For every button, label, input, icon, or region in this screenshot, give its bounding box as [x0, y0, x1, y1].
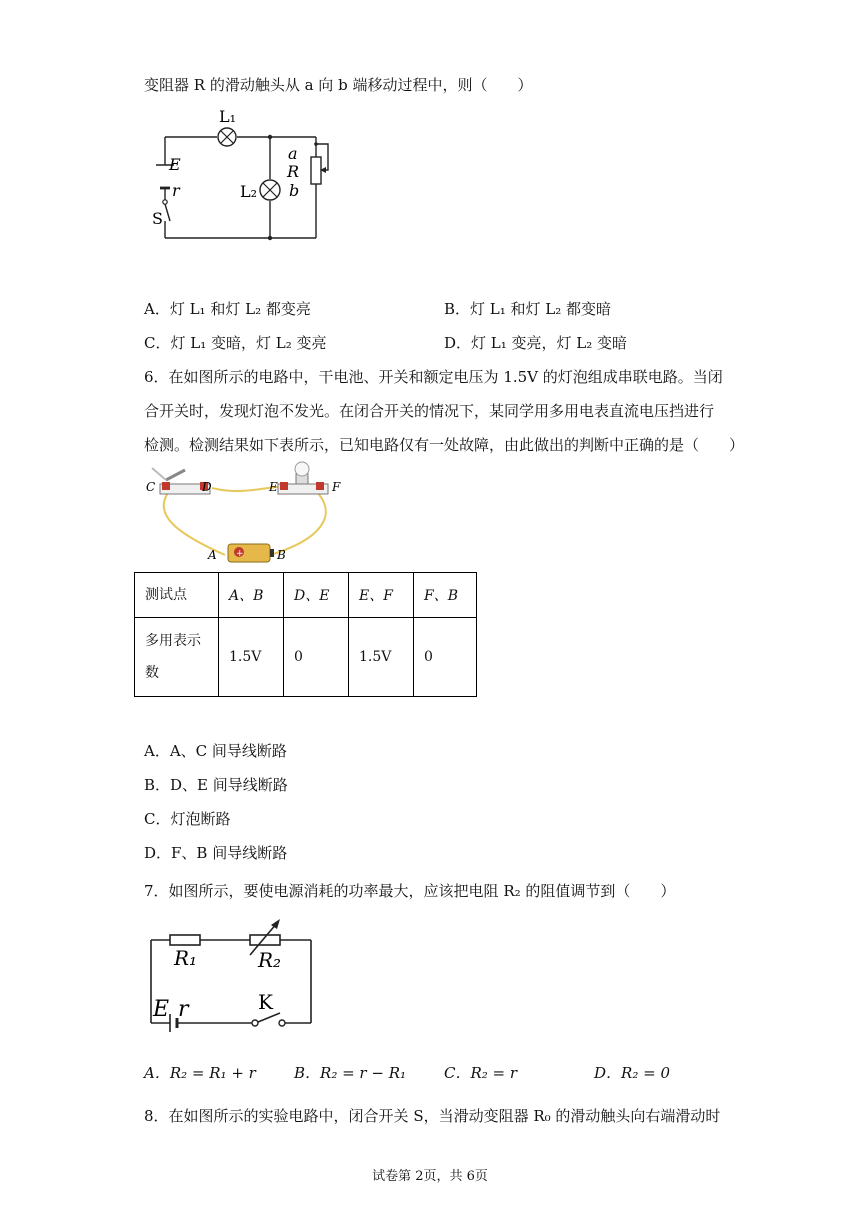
label-r2: R₂: [258, 948, 282, 972]
q7-option-c[interactable]: C．R₂ = r: [444, 1064, 518, 1082]
q6-option-b[interactable]: B．D、E 间导线断路: [144, 776, 288, 794]
q6-option-a[interactable]: A．A、C 间导线断路: [144, 742, 287, 760]
table-cell: 1.5V: [349, 618, 414, 697]
q7-option-d[interactable]: D．R₂ = 0: [594, 1064, 670, 1082]
table-row-label: 多用表示数: [135, 618, 219, 697]
label-a: a: [288, 144, 298, 163]
label-d: D: [202, 480, 212, 494]
label-l2: L₂: [240, 182, 258, 201]
table-header-row: [135, 573, 477, 618]
label-r: r: [178, 997, 189, 1022]
q6-option-c[interactable]: C．灯泡断路: [144, 810, 231, 828]
q5-circuit-diagram: [140, 100, 340, 250]
lamp-l2-icon: [260, 180, 280, 200]
q7-circuit-diagram: [140, 915, 330, 1035]
label-e: E: [153, 997, 170, 1022]
table-header-cell: D、E: [284, 573, 349, 618]
label-k: K: [258, 990, 273, 1014]
label-b: b: [289, 181, 300, 200]
q5-option-a[interactable]: A．灯 L₁ 和灯 L₂ 都变亮: [144, 300, 311, 318]
table-header-cell: A、B: [219, 573, 284, 618]
q6-stem-line-1: 6．在如图所示的电路中，干电池、开关和额定电压为 1.5V 的灯泡组成串联电路。当闭: [144, 368, 723, 386]
q7-option-b[interactable]: B．R₂ = r − R₁: [294, 1064, 407, 1082]
switch-k-icon: [252, 1013, 285, 1026]
label-rheostat-r: R: [287, 162, 300, 181]
rheostat-icon: [311, 157, 321, 184]
q6-option-d[interactable]: D．F、B 间导线断路: [144, 844, 288, 862]
label-r1: R₁: [174, 946, 198, 970]
resistor-r1-icon: [170, 935, 200, 945]
battery-icon: [228, 544, 274, 562]
label-e: E: [169, 155, 181, 174]
label-b-point: B: [277, 548, 286, 562]
q8-stem: 8．在如图所示的实验电路中，闭合开关 S，当滑动变阻器 R₀ 的滑动触头向右端滑动时: [144, 1107, 721, 1125]
table-header-cell: E、F: [349, 573, 414, 618]
q6-stem-line-2: 合开关时，发现灯泡不发光。在闭合开关的情况下，某同学用多用电表直流电压挡进行: [144, 402, 715, 420]
q5-option-b[interactable]: B．灯 L₁ 和灯 L₂ 都变暗: [444, 300, 612, 318]
q7-option-a[interactable]: A．R₂ = R₁ + r: [144, 1064, 256, 1082]
label-l1: L₁: [219, 107, 237, 126]
q6-apparatus-diagram: [140, 460, 360, 570]
q7-stem: 7．如图所示，要使电源消耗的功率最大，应该把电阻 R₂ 的阻值调节到（ ）: [144, 882, 676, 900]
q6-stem-line-3: 检测。检测结果如下表所示，已知电路仅有一处故障，由此做出的判断中正确的是（ ）: [144, 436, 745, 454]
label-r-internal: r: [172, 181, 180, 200]
table-cell: 0: [414, 618, 477, 697]
lamp-l1-icon: [218, 128, 236, 146]
label-a-point: A: [208, 548, 217, 562]
label-f: F: [332, 480, 341, 494]
q5-option-c[interactable]: C．灯 L₁ 变暗，灯 L₂ 变亮: [144, 334, 327, 352]
label-c: C: [146, 480, 156, 494]
q5-option-d[interactable]: D．灯 L₁ 变亮，灯 L₂ 变暗: [444, 334, 628, 352]
label-e-point: E: [269, 480, 278, 494]
table-cell: 1.5V: [219, 618, 284, 697]
q6-measurement-table: [134, 572, 477, 697]
label-s: S: [152, 209, 163, 228]
table-header-cell: F、B: [414, 573, 477, 618]
q5-stem-tail: 变阻器 R 的滑动触头从 a 向 b 端移动过程中，则（ ）: [144, 76, 533, 94]
table-cell: 0: [284, 618, 349, 697]
table-header-cell: 测试点: [135, 573, 219, 618]
battery-plus: +: [236, 549, 244, 559]
table-row: [135, 618, 477, 697]
page-footer: 试卷第 2页，共 6页: [372, 1169, 488, 1184]
bulb-holder-icon: [278, 462, 328, 494]
